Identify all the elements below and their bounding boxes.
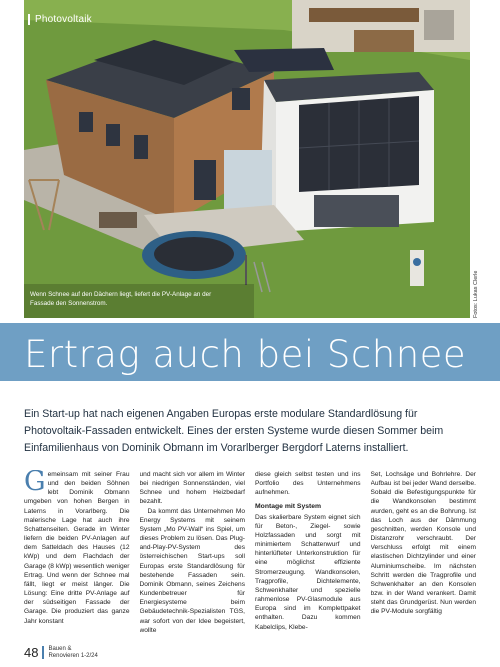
- column-1: [24, 470, 130, 636]
- magazine-name-line-1: Bauen &: [48, 646, 72, 652]
- page-number: 48: [24, 646, 44, 659]
- column-3-paragraph-2: Das skalierbare System eignet sich für Beton-, Ziegel- sowie Holzfassaden und sorgt mit minimiertem Schattenwurf und hinterlüfteter Unterkonstruktion für eine möglichst effiziente Stromerzeugung. Wandkonsolen, Tragprofile, Dichtelemente, Schwenkhalter und spezielle rahmenlose PV-Glasmodule aus Europa sind im Komplettpaket enthalten. Dazu kommen Kabelclips, Klebe-: [255, 513, 361, 631]
- magazine-name: [48, 646, 97, 659]
- article-body: [24, 470, 476, 636]
- column-2-paragraph-2: Da kommt das Unternehmen Mo Energy Systems mit seinem System „Mo PV-Wall“ ins Spiel, um dieses Problem zu lösen. Das Plug-and-Play-PV-System des österreichischen Start-ups soll Europas erste Standardlösung für bestehende Fassaden sein. Dominik Obmann, seines Zeichens Kundenbetreuer für Energiesysteme beim Gebäudetechnik-Spezialisten TGS, war sofort von der Idee begeistert, wollte: [139, 507, 245, 634]
- house-illustration: [24, 0, 470, 318]
- magazine-name-line-2: Renovieren 1-2/24: [48, 652, 98, 659]
- dropcap: G: [24, 470, 46, 497]
- column-3-paragraph-1: diese gleich selbst testen und ins Portfolio des Unternehmens aufnehmen.: [255, 471, 361, 497]
- photo-caption: Wenn Schnee auf den Dächern liegt, liefert die PV-Anlage an der Fassade den Sonnenstrom.: [30, 291, 212, 307]
- column-4: [371, 470, 477, 636]
- column-2-paragraph-1: und macht sich vor allem im Winter bei niedrigen Sonnenständen, viel Schnee und hohem Heizbedarf bezahlt.: [139, 471, 245, 506]
- article-lead: Ein Start-up hat nach eigenen Angaben Europas erste modulare Standardlösung für Photovoltaik-Fassaden entwickelt. Eines der ersten Systeme wurde diesen Sommer beim Einfamilienhaus von Dominik Obmann im Vorarlberger Bergdorf Laterns installiert.: [24, 408, 444, 454]
- section-tag: Photovoltaik: [28, 14, 92, 25]
- article-title: Ertrag auch bei Schnee: [24, 333, 467, 376]
- column-3: [255, 470, 361, 636]
- page-footer: [24, 646, 98, 659]
- subheading: Montage mit System: [255, 503, 322, 511]
- photo-credit: Fotos: Lukas Clerle: [473, 270, 479, 318]
- column-1-text: emeinsam mit seiner Frau und den beiden Söhnen lebt Dominik Obmann umgeben von hohen Bergen in Laterns in Vorarlberg. Die malerische Lage hat auch ihre Schattenseiten. Gerade im Winter liefern die beiden PV-Anlagen auf dem Satteldach des Hauses (12 kWp) und dem Flachdach der Garage (8 kWp) wesentlich weniger Ertrag. Und wenn der Schnee mal fällt, liegt er meist länger. Die Lösung: Eine dritte PV-Anlage auf der südseitigen Fassade der Garage. Die produziert das ganze Jahr konstant: [24, 471, 130, 625]
- column-4-text: Set, Lochsäge und Bohrlehre. Der Aufbau ist bei jeder Wand derselbe. Sobald die Befestigungspunkte für die Wandkonsolen bestimmt wurden, geht es an die Bohrung. Ist das Loch aus der Dämmung geschnitten, werden Konsole und Distanzrohr verschraubt. Der Verschluss erfolgt mit einem elastischen Dichtzylinder und einer Aluminiumscheibe. Im nächsten Schritt werden die Tragprofile und Schwenkhalter an den Konsolen bzw. in der Wand verankert. Damit steht das Grundgerüst. Nun werden die PV-Module sorgfältig: [370, 471, 476, 616]
- column-2: [140, 470, 246, 636]
- hero-photo: [24, 0, 470, 318]
